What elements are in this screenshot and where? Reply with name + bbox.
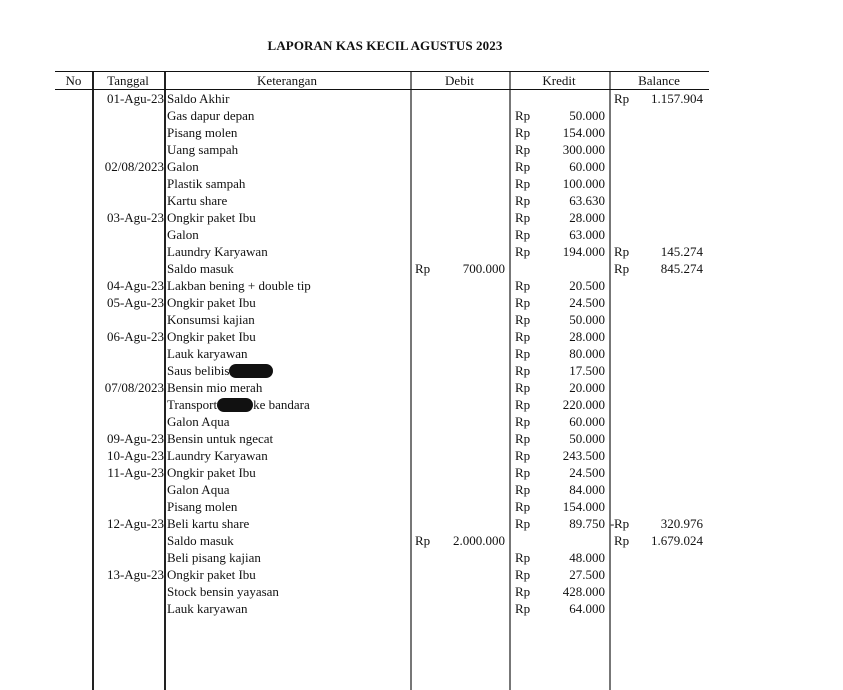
description-text: Transport [167, 397, 218, 412]
credit-currency: Rp [515, 499, 531, 514]
row-date [92, 175, 164, 192]
credit-currency: Rp [515, 431, 531, 446]
credit-amount: 154.000 [562, 125, 605, 140]
table-row [55, 379, 709, 396]
credit-currency: Rp [515, 397, 531, 412]
row-date: 01-Agu-23 [106, 91, 164, 106]
row-date [92, 345, 164, 362]
row-description [167, 379, 407, 396]
header-description: Keterangan [257, 73, 317, 88]
row-description [167, 277, 407, 294]
credit-currency: Rp [515, 142, 531, 157]
row-description [167, 328, 407, 345]
credit-currency: Rp [515, 210, 531, 225]
table-row [55, 124, 709, 141]
row-date [92, 532, 164, 549]
table-row [55, 175, 709, 192]
row-no [55, 158, 92, 175]
row-description [167, 243, 407, 260]
row-date [92, 600, 164, 617]
row-no [55, 192, 92, 209]
table-row [55, 328, 709, 345]
redaction-mark [217, 398, 253, 412]
credit-amount: 24.500 [569, 465, 605, 480]
debit-amount: 2.000.000 [453, 533, 505, 548]
header-date: Tanggal [107, 73, 149, 88]
divider [509, 72, 511, 89]
row-no [55, 413, 92, 430]
row-no [55, 209, 92, 226]
description-text: Pisang molen [167, 125, 238, 140]
table-row [55, 362, 709, 379]
row-date [92, 260, 164, 277]
row-date: 03-Agu-23 [106, 210, 164, 225]
row-date [92, 226, 164, 243]
description-text: Pisang molen [167, 499, 238, 514]
credit-currency: Rp [515, 244, 531, 259]
credit-currency: Rp [515, 601, 531, 616]
row-date [92, 498, 164, 515]
divider [164, 72, 166, 89]
row-no [55, 379, 92, 396]
row-date: 06-Agu-23 [106, 329, 164, 344]
row-date [92, 141, 164, 158]
credit-currency: Rp [515, 227, 531, 242]
table-row [55, 498, 709, 515]
table-row [55, 583, 709, 600]
credit-currency: Rp [515, 516, 531, 531]
row-no [55, 515, 92, 532]
row-date: 05-Agu-23 [106, 295, 164, 310]
credit-amount: 100.000 [562, 176, 605, 191]
table-row [55, 277, 709, 294]
credit-amount: 154.000 [562, 499, 605, 514]
description-text: Galon Aqua [167, 482, 230, 497]
credit-amount: 89.750 [569, 516, 605, 531]
row-no [55, 175, 92, 192]
credit-amount: 64.000 [569, 601, 605, 616]
row-date: 12-Agu-23 [106, 516, 164, 531]
petty-cash-table [55, 71, 709, 617]
description-text: Stock bensin yayasan [167, 584, 279, 599]
credit-currency: Rp [515, 567, 531, 582]
row-date: 02/08/2023 [104, 159, 164, 174]
credit-amount: 60.000 [569, 159, 605, 174]
description-text: Laundry Karyawan [167, 244, 268, 259]
balance-currency: Rp [614, 261, 630, 276]
row-description [167, 481, 407, 498]
row-description [167, 175, 407, 192]
row-description [167, 515, 407, 532]
credit-amount: 50.000 [569, 431, 605, 446]
debit-currency: Rp [415, 261, 431, 276]
row-no [55, 481, 92, 498]
row-date [92, 192, 164, 209]
row-date [92, 311, 164, 328]
credit-currency: Rp [515, 329, 531, 344]
credit-currency: Rp [515, 295, 531, 310]
table-row [55, 549, 709, 566]
row-no [55, 124, 92, 141]
row-description [167, 260, 407, 277]
row-description [167, 294, 407, 311]
credit-amount: 27.500 [569, 567, 605, 582]
credit-currency: Rp [515, 584, 531, 599]
table-row [55, 515, 709, 532]
description-text: Plastik sampah [167, 176, 246, 191]
table-row [55, 243, 709, 260]
credit-currency: Rp [515, 380, 531, 395]
credit-amount: 194.000 [562, 244, 605, 259]
header-credit: Kredit [542, 73, 576, 88]
negative-sign: - [610, 516, 615, 531]
description-text: Ongkir paket Ibu [167, 329, 256, 344]
table-row [55, 226, 709, 243]
description-text: Saldo Akhir [167, 91, 230, 106]
credit-amount: 80.000 [569, 346, 605, 361]
table-body [55, 90, 709, 617]
table-row [55, 345, 709, 362]
divider [609, 72, 611, 89]
credit-currency: Rp [515, 108, 531, 123]
row-date [92, 124, 164, 141]
balance-currency: Rp [614, 533, 630, 548]
header-no: No [65, 73, 82, 88]
row-no [55, 243, 92, 260]
row-description [167, 498, 407, 515]
table-row [55, 430, 709, 447]
table-row [55, 464, 709, 481]
header-debit: Debit [445, 73, 474, 88]
row-description [167, 566, 407, 583]
row-no [55, 328, 92, 345]
row-description [167, 549, 407, 566]
row-description [167, 107, 407, 124]
description-text: Bensin untuk ngecat [167, 431, 274, 446]
table-row [55, 192, 709, 209]
description-text: Ongkir paket Ibu [167, 295, 256, 310]
row-no [55, 549, 92, 566]
header-balance: Balance [638, 73, 680, 88]
description-text: Gas dapur depan [167, 108, 255, 123]
row-date [92, 362, 164, 379]
description-text: Lakban bening + double tip [167, 278, 311, 293]
row-description [167, 345, 407, 362]
credit-currency: Rp [515, 448, 531, 463]
credit-currency: Rp [515, 312, 531, 327]
balance-currency: Rp [614, 91, 630, 106]
credit-amount: 28.000 [569, 210, 605, 225]
credit-amount: 17.500 [569, 363, 605, 378]
row-description [167, 447, 407, 464]
row-description [167, 396, 407, 413]
row-description [167, 124, 407, 141]
balance-amount: 1.679.024 [651, 533, 703, 548]
row-date [92, 549, 164, 566]
credit-amount: 300.000 [562, 142, 605, 157]
credit-amount: 220.000 [562, 397, 605, 412]
description-text: Lauk karyawan [167, 346, 248, 361]
table-row [55, 158, 709, 175]
row-date [92, 396, 164, 413]
table-row [55, 566, 709, 583]
row-date [92, 583, 164, 600]
description-text: Galon [167, 159, 199, 174]
credit-amount: 50.000 [569, 108, 605, 123]
row-description [167, 141, 407, 158]
row-description [167, 430, 407, 447]
table-row [55, 141, 709, 158]
description-text: Beli pisang kajian [167, 550, 261, 565]
row-description [167, 413, 407, 430]
credit-amount: 50.000 [569, 312, 605, 327]
credit-currency: Rp [515, 125, 531, 140]
row-description [167, 532, 407, 549]
row-date [92, 413, 164, 430]
description-text: Konsumsi kajian [167, 312, 255, 327]
row-no [55, 498, 92, 515]
credit-amount: 60.000 [569, 414, 605, 429]
description-text: Saus belibis [167, 363, 230, 378]
debit-currency: Rp [415, 533, 431, 548]
row-description [167, 362, 407, 379]
table-row [55, 481, 709, 498]
description-text: Bensin mio merah [167, 380, 263, 395]
credit-amount: 28.000 [569, 329, 605, 344]
row-date: 04-Agu-23 [106, 278, 164, 293]
table-row [55, 396, 709, 413]
credit-currency: Rp [515, 482, 531, 497]
row-date [92, 481, 164, 498]
row-no [55, 566, 92, 583]
table-row [55, 413, 709, 430]
credit-amount: 63.000 [569, 227, 605, 242]
row-description [167, 158, 407, 175]
row-description [167, 311, 407, 328]
divider [410, 72, 412, 89]
table-row [55, 311, 709, 328]
credit-amount: 20.500 [569, 278, 605, 293]
row-no [55, 294, 92, 311]
row-no [55, 107, 92, 124]
table-header [55, 71, 709, 90]
credit-currency: Rp [515, 363, 531, 378]
description-text: Galon Aqua [167, 414, 230, 429]
row-no [55, 277, 92, 294]
balance-amount: 145.274 [660, 244, 703, 259]
row-date: 13-Agu-23 [106, 567, 164, 582]
credit-currency: Rp [515, 465, 531, 480]
debit-amount: 700.000 [462, 261, 505, 276]
description-text: Ongkir paket Ibu [167, 210, 256, 225]
row-description [167, 226, 407, 243]
description-text: Galon [167, 227, 199, 242]
description-text: Kartu share [167, 193, 228, 208]
row-no [55, 141, 92, 158]
row-no [55, 430, 92, 447]
row-no [55, 464, 92, 481]
row-description [167, 600, 407, 617]
credit-currency: Rp [515, 414, 531, 429]
table-row [55, 600, 709, 617]
description-text: Saldo masuk [167, 261, 234, 276]
balance-currency: Rp [614, 516, 630, 531]
row-no [55, 226, 92, 243]
row-description [167, 209, 407, 226]
row-no [55, 447, 92, 464]
row-date: 10-Agu-23 [106, 448, 164, 463]
balance-amount: 1.157.904 [651, 91, 703, 106]
table-row [55, 209, 709, 226]
row-no [55, 362, 92, 379]
row-no [55, 532, 92, 549]
row-date [92, 243, 164, 260]
row-no [55, 583, 92, 600]
table-row [55, 107, 709, 124]
description-tail: ke bandara [253, 397, 310, 412]
credit-amount: 63.630 [569, 193, 605, 208]
credit-amount: 243.500 [562, 448, 605, 463]
row-no [55, 396, 92, 413]
table-row [55, 294, 709, 311]
row-no [55, 345, 92, 362]
credit-currency: Rp [515, 193, 531, 208]
credit-currency: Rp [515, 159, 531, 174]
table-row [55, 532, 709, 549]
row-date: 11-Agu-23 [107, 465, 164, 480]
description-text: Laundry Karyawan [167, 448, 268, 463]
description-text: Ongkir paket Ibu [167, 465, 256, 480]
credit-currency: Rp [515, 550, 531, 565]
row-date: 09-Agu-23 [106, 431, 164, 446]
row-date [92, 107, 164, 124]
description-text: Beli kartu share [167, 516, 250, 531]
credit-currency: Rp [515, 176, 531, 191]
description-text: Saldo masuk [167, 533, 234, 548]
report-title: LAPORAN KAS KECIL AGUSTUS 2023 [267, 38, 503, 53]
row-description [167, 90, 407, 107]
credit-amount: 48.000 [569, 550, 605, 565]
row-description [167, 192, 407, 209]
row-description [167, 583, 407, 600]
balance-amount: 320.976 [660, 516, 703, 531]
row-no [55, 600, 92, 617]
row-no [55, 311, 92, 328]
credit-amount: 20.000 [569, 380, 605, 395]
credit-amount: 84.000 [569, 482, 605, 497]
balance-currency: Rp [614, 244, 630, 259]
credit-currency: Rp [515, 346, 531, 361]
row-no [55, 90, 92, 107]
description-text: Uang sampah [167, 142, 239, 157]
row-date: 07/08/2023 [104, 380, 164, 395]
row-description [167, 464, 407, 481]
row-no [55, 260, 92, 277]
credit-currency: Rp [515, 278, 531, 293]
balance-amount: 845.274 [660, 261, 703, 276]
credit-amount: 24.500 [569, 295, 605, 310]
description-text: Lauk karyawan [167, 601, 248, 616]
description-text: Ongkir paket Ibu [167, 567, 256, 582]
table-row [55, 90, 709, 107]
table-row [55, 447, 709, 464]
table-row [55, 260, 709, 277]
credit-amount: 428.000 [562, 584, 605, 599]
redaction-mark [229, 364, 273, 378]
divider [92, 72, 94, 89]
